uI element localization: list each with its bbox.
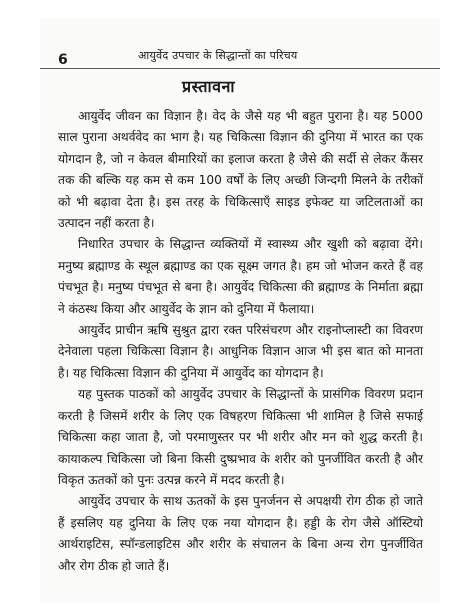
- paragraph-2: निधारित उपचार के सिद्धान्त व्यक्तियों में स्वास्थ्य और खुशी को बढ़ावा देंगे। मनुष्य ब्रह्माण्ड के स्थूल ब्रह्माण्ड का एक सूक्ष्म जगत है। हम जो भोजन करते हैं वह पंचभूत है। मनुष्य पंचभूत से बना है। आयुर्वेद चिकित्सा की ब्रह्माण्ड के निर्माता ब्रह्मा ने कंठस्थ किया और आयुर्वेद के ज्ञान को दुनिया में फैलाया।: [58, 237, 423, 316]
- running-head: आयुर्वेद उपचार के सिद्धान्तों का परिचय: [138, 49, 298, 62]
- page-number: 6: [58, 52, 68, 68]
- body-text: [58, 106, 423, 577]
- paragraph-4: यह पुस्तक पाठकों को आयुर्वेद उपचार के सिद्धान्तों के प्रासंगिक विवरण प्रदान करती है जिसमें शरीर के लिए एक विषहरण चिकित्सा भी शामिल है जिसे सफाई चिकित्सा कहा जाता है, जो परमाणुस्तर पर भी शरीर और मन को शुद्ध करती है। कायाकल्प चिकित्सा जो बिना किसी दुष्प्रभाव के शरीर को पुनर्जीवित करती है और विकृत ऊतकों को पुनः उत्पन्न करने में मदद करती है।: [58, 387, 423, 487]
- paragraph-1: आयुर्वेद जीवन का विज्ञान है। वेद के जैसे यह भी बहुत पुराना है। यह 5000 साल पुराना अथर्ववेद का भाग है। यह चिकित्सा विज्ञान की दुनिया में भारत का एक योगदान है, जो न केवल बीमारियों का इलाज करता है जैसे की सर्दी से लेकर कैंसर तक की बल्कि यह कम से कम 100 वर्षों के लिए अच्छी जिन्दगी मिलने के तरीकों को भी बढ़ावा देता है। इस तरह के चिकित्साएँ साइड इफेक्ट या जटिलताओं का उत्पादन नहीं करता है।: [58, 109, 423, 231]
- paragraph-5: आयुर्वेद उपचार के साथ ऊतकों के इस पुनर्जनन से अपक्षयी रोग ठीक हो जाते हैं इसलिए यह दुनिया के लिए एक नया योगदान है। हड्डी के रोग जैसे ऑस्टियो आर्थराइटिस, स्पॉन्डलाइटिस और शरीर के संचालन के बिना अन्य रोग पुनर्जीवित और रोग ठीक हो जाते हैं।: [58, 494, 423, 573]
- page-title: प्रस्तावना: [182, 77, 236, 96]
- page-header: [40, 34, 440, 69]
- book-page: [40, 18, 440, 603]
- paragraph-3: आयुर्वेद प्राचीन ऋषि सुश्रुत द्वारा रक्त परिसंचरण और राइनोप्लास्टी का विवरण देनेवाला पहला चिकित्सा विज्ञान है। आधुनिक विज्ञान आज भी इस बात को मानता है। यह चिकित्सा विज्ञान की दुनिया में आयुर्वेद का योगदान है।: [58, 323, 423, 380]
